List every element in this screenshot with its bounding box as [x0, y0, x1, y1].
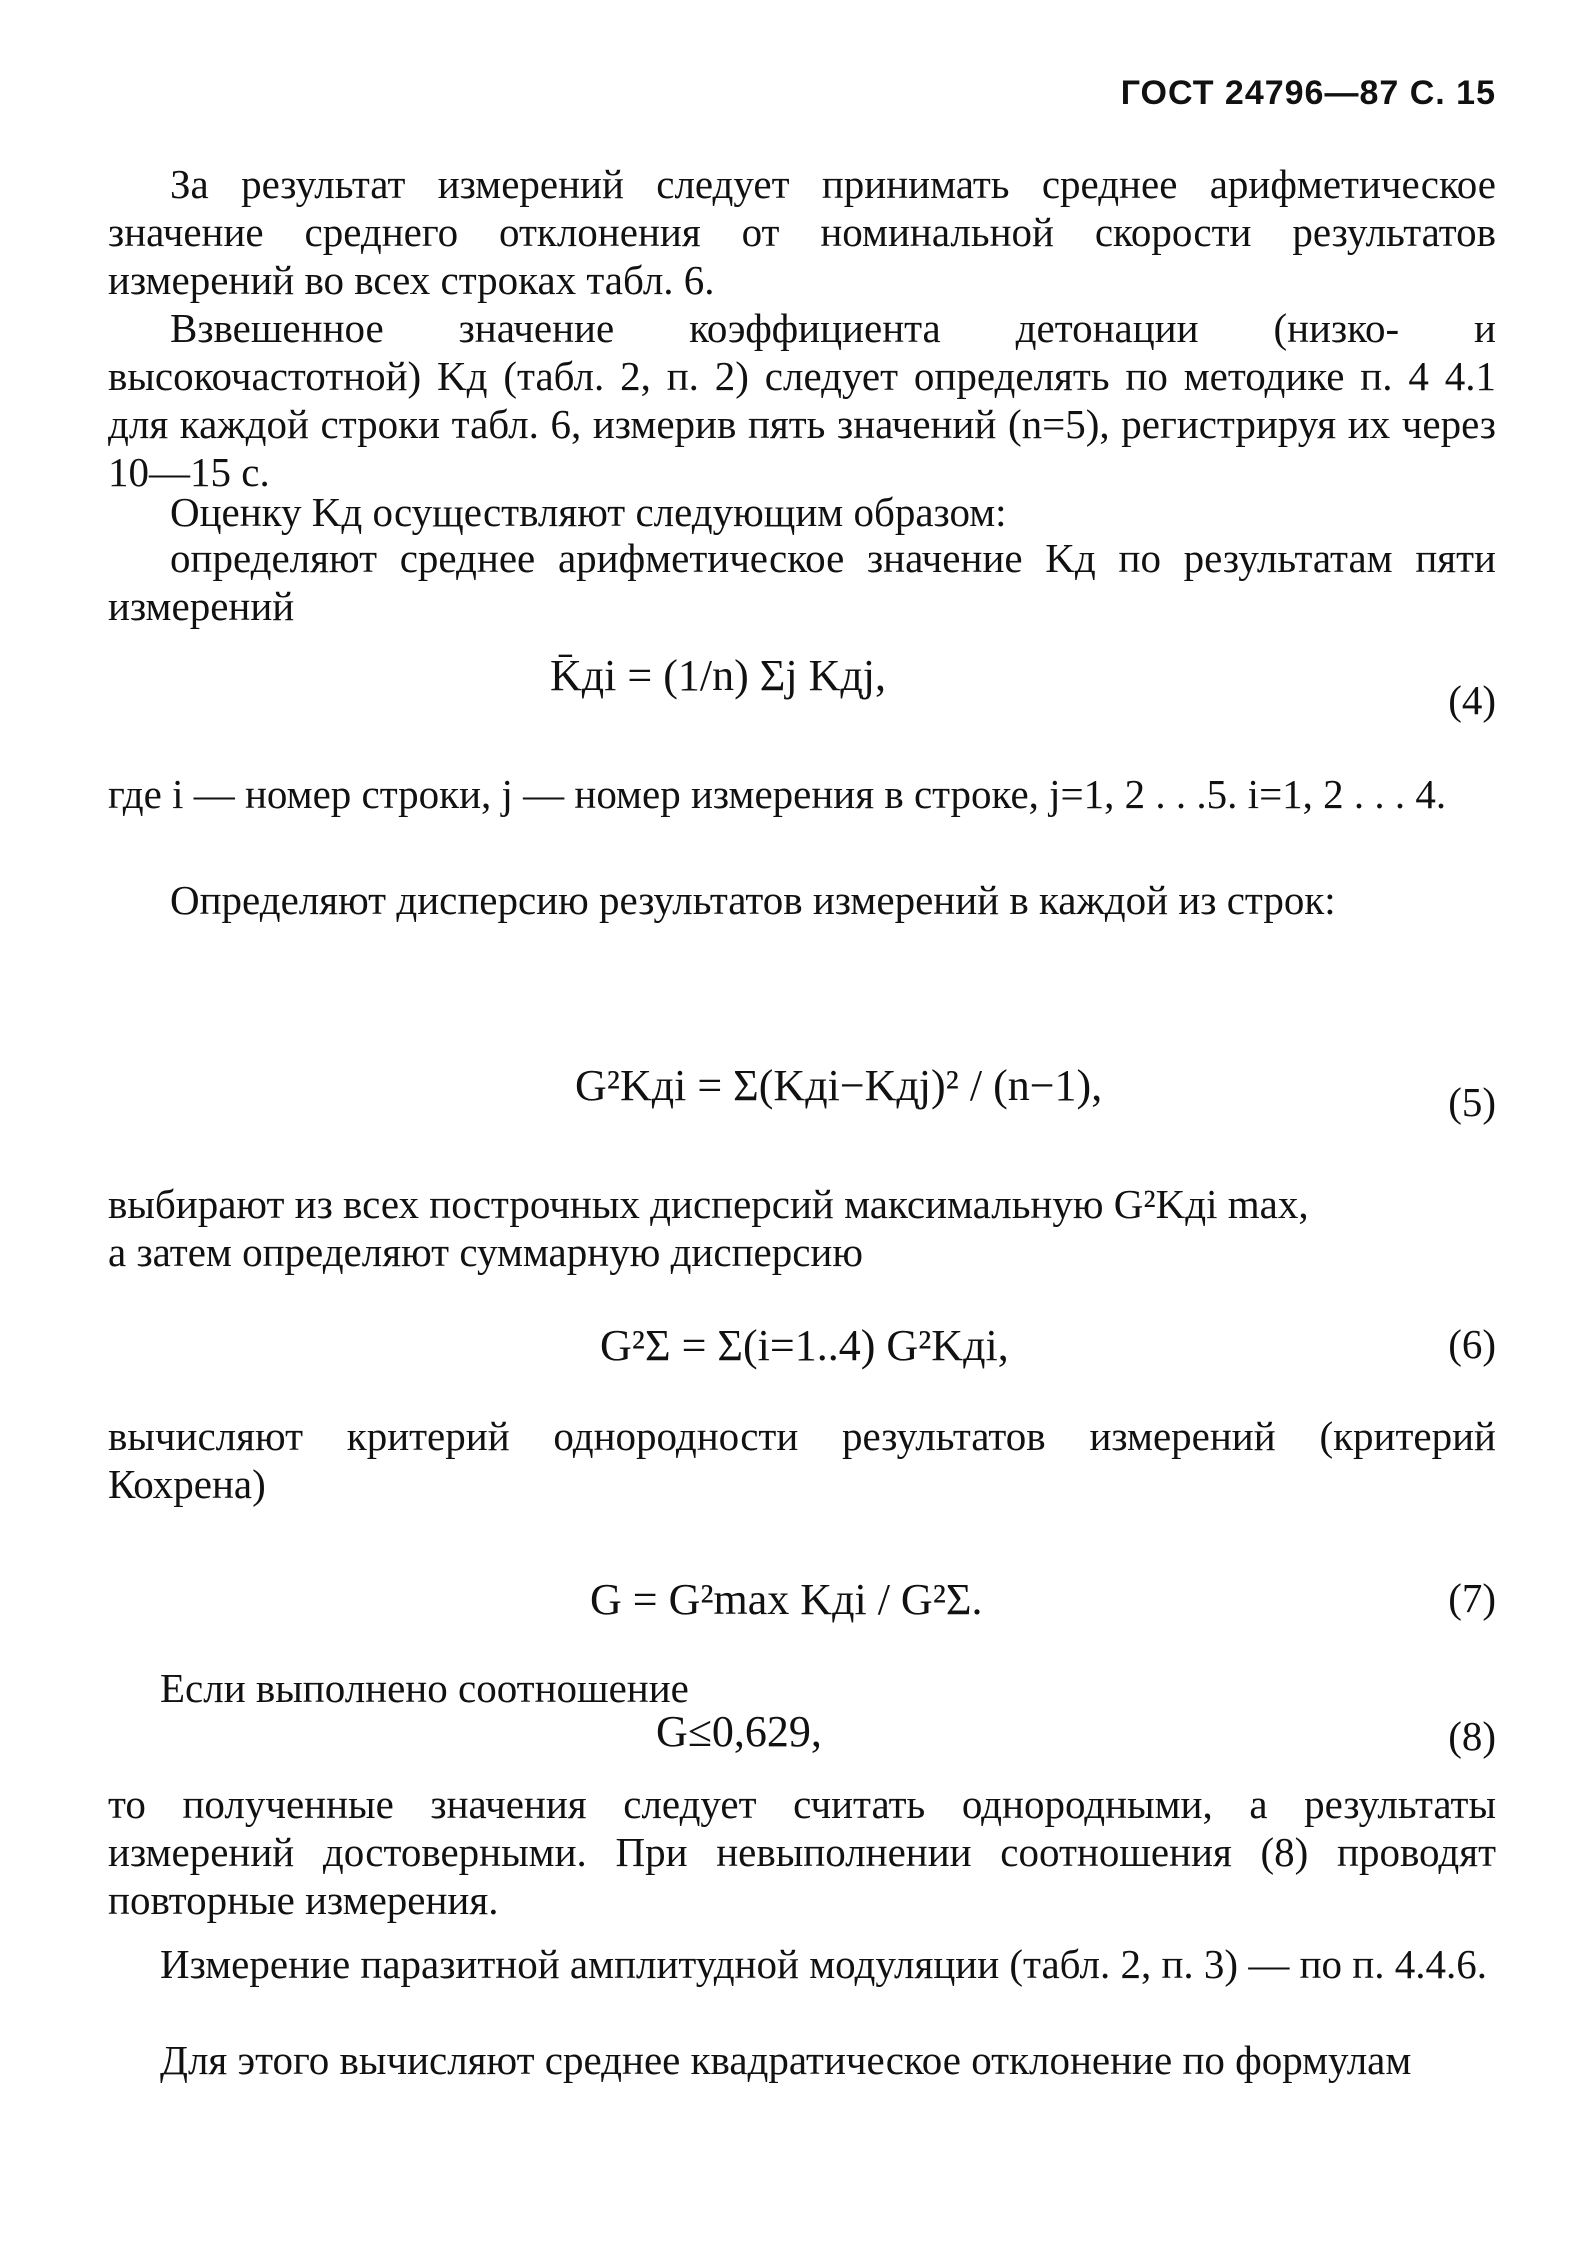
equation-number-8: (8) [1448, 1713, 1496, 1759]
paragraph-8: а затем определяют суммарную дисперсию [108, 1229, 863, 1275]
paragraph-12: Измерение паразитной амплитудной модуляции (табл. 2, п. 3) — по п. 4.4.6. [160, 1941, 1487, 1987]
paragraph-11: то полученные значения следует считать однородными, а результаты измерений достоверными. При невыполнении соотношения (8) проводят повторные измерения. [108, 1781, 1496, 1923]
paragraph-9: вычисляют критерий однородности результатов измерений (критерий Кохрена) [108, 1413, 1496, 1507]
paragraph-2: Взвешенное значение коэффициента детонации (низко- и высокочастотной) Kд (табл. 2, п. 2) следует определять по методике п. 4 4.1 для каждой строки табл. 6, измерив пять значений (n=5), регистрируя их через 10—15 с. [108, 305, 1496, 495]
formula-8: G≤0,629, [656, 1707, 822, 1756]
formula-7: G = G²max Kдi / G²Σ. [590, 1575, 983, 1624]
paragraph-5: где i — номер строки, j — номер измерения в строке, j=1, 2 . . .5. i=1, 2 . . . 4. [108, 771, 1447, 817]
page-header: ГОСТ 24796—87 С. 15 [1120, 74, 1496, 112]
paragraph-4: определяют среднее арифметическое значение Kд по результатам пяти измерений [108, 535, 1496, 629]
equation-number-4: (4) [1448, 677, 1496, 723]
formula-6: G²Σ = Σ(i=1..4) G²Kдi, [600, 1321, 1009, 1370]
paragraph-13: Для этого вычисляют среднее квадратическое отклонение по формулам [160, 2037, 1412, 2083]
paragraph-3: Оценку Kд осуществляют следующим образом: [170, 489, 1007, 535]
paragraph-6: Определяют дисперсию результатов измерений в каждой из строк: [170, 877, 1336, 923]
equation-number-7: (7) [1448, 1575, 1496, 1621]
paragraph-1: За результат измерений следует принимать среднее арифметическое значение среднего отклонения от номинальной скорости результатов измерений во всех строках табл. 6. [108, 161, 1496, 303]
paragraph-10: Если выполнено соотношение [160, 1665, 689, 1711]
paragraph-7: выбирают из всех построчных дисперсий максимальную G²Kдi max, [108, 1181, 1309, 1227]
formula-4: K̄дi = (1/n) Σj Kдj, [550, 651, 886, 700]
formula-5: G²Kдi = Σ(Kдi−Kдj)² / (n−1), [575, 1061, 1103, 1110]
equation-number-6: (6) [1448, 1321, 1496, 1367]
equation-number-5: (5) [1448, 1079, 1496, 1125]
